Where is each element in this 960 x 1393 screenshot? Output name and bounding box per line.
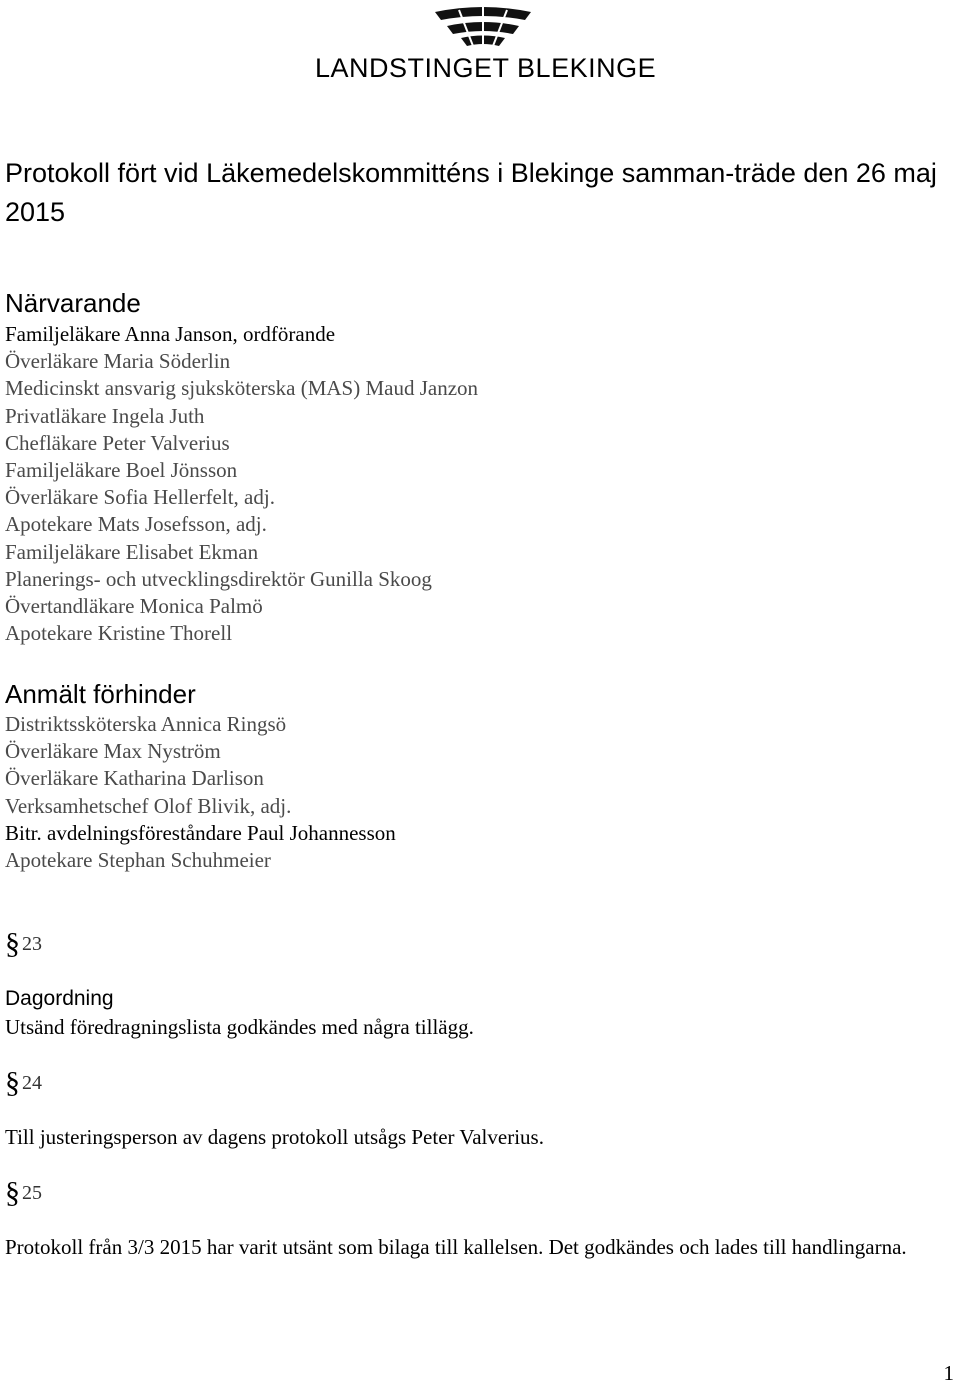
list-item: Chefläkare Peter Valverius: [5, 430, 230, 455]
list-item: Planerings- och utvecklingsdirektör Gunilla Skoog: [5, 566, 432, 591]
section-marker: [5, 929, 42, 959]
list-item: Apotekare Kristine Thorell: [5, 621, 233, 646]
section-text: Utsänd föredragningslista godkändes med några tillägg.: [5, 1015, 474, 1039]
list-item: Övertandläkare Monica Palmö: [5, 594, 263, 619]
list-item: Verksamhetschef Olof Blivik, adj.: [5, 793, 292, 818]
list-item: Överläkare Maria Söderlin: [5, 349, 231, 374]
list-item: Bitr. avdelningsföreståndare Paul Johannesson: [5, 820, 396, 845]
absent-heading: Anmält förhinder: [5, 679, 196, 709]
list-item: Överläkare Katharina Darlison: [5, 766, 264, 791]
section-text: Till justeringsperson av dagens protokoll utsågs Peter Valverius.: [5, 1125, 544, 1149]
logo-text: LANDSTINGET BLEKINGE: [315, 53, 657, 83]
section-number: 25: [22, 1181, 42, 1204]
section-symbol: §: [5, 1066, 20, 1099]
section-marker: [5, 1068, 42, 1098]
section-symbol: §: [5, 927, 20, 960]
page-number: 1: [943, 1361, 954, 1385]
document-title: Protokoll fört vid Läkemedelskommitténs i Blekinge samman-träde den 26 maj 2015: [5, 158, 937, 227]
present-list: [5, 321, 478, 647]
logo: [315, 4, 657, 83]
section-text: Protokoll från 3/3 2015 har varit utsänt som bilaga till kallelsen. Det godkändes och lades till handlingarna.: [5, 1235, 907, 1259]
absent-list: [5, 711, 396, 874]
section-symbol: §: [5, 1176, 20, 1209]
list-item: Privatläkare Ingela Juth: [5, 403, 205, 428]
section-number: 23: [22, 932, 42, 955]
list-item: Familjeläkare Boel Jönsson: [5, 458, 238, 483]
list-item: Familjeläkare Anna Janson, ordförande: [5, 322, 336, 346]
section-heading: Dagordning: [5, 987, 114, 1010]
section-marker: [5, 1178, 42, 1208]
list-item: Överläkare Sofia Hellerfelt, adj.: [5, 485, 275, 510]
list-item: Distriktssköterska Annica Ringsö: [5, 712, 287, 736]
list-item: Medicinskt ansvarig sjuksköterska (MAS) Maud Janzon: [5, 376, 479, 401]
section-number: 24: [22, 1071, 42, 1094]
list-item: Överläkare Max Nyström: [5, 739, 221, 764]
present-heading: Närvarande: [5, 288, 141, 318]
list-item: Familjeläkare Elisabet Ekman: [5, 539, 259, 564]
ship-emblem-icon: [433, 4, 533, 48]
list-item: Apotekare Mats Josefsson, adj.: [5, 512, 267, 537]
list-item: Apotekare Stephan Schuhmeier: [5, 848, 271, 873]
